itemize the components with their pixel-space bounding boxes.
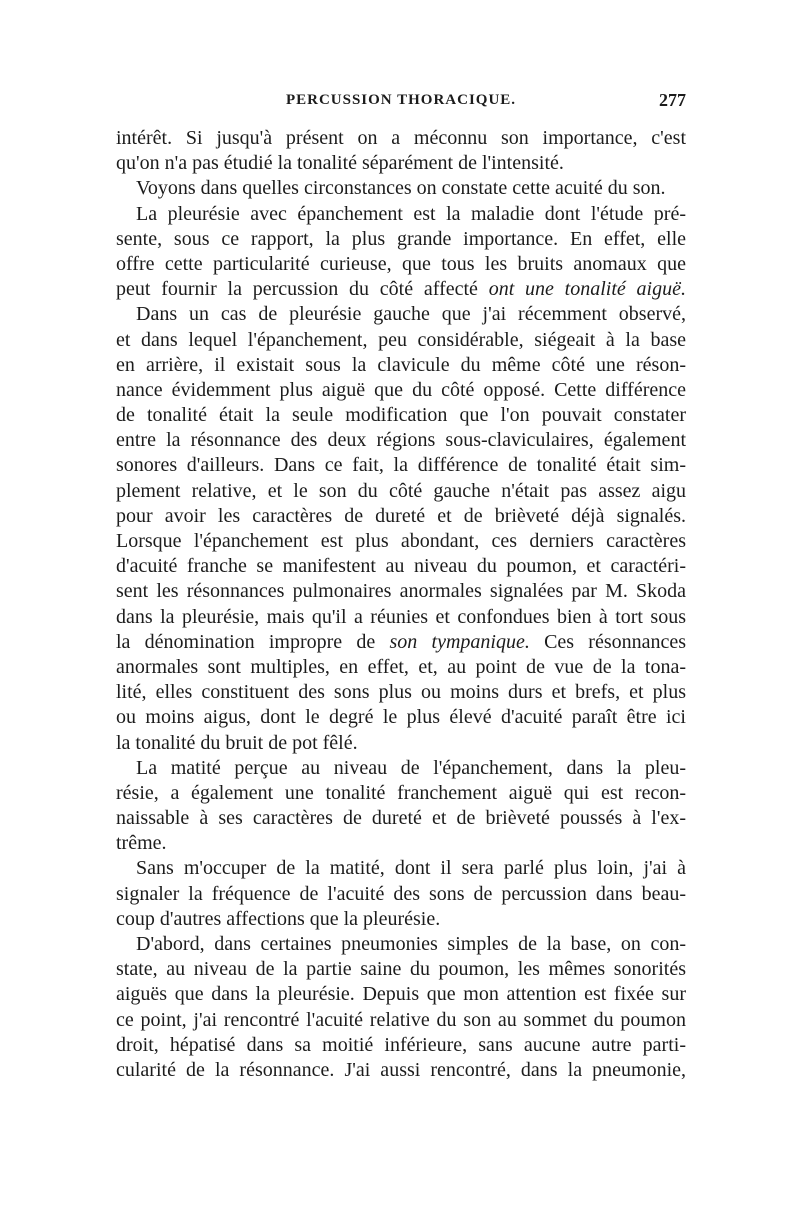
text-line: aiguës que dans la pleurésie. Depuis que mon attention est fixée sur	[116, 983, 686, 1006]
text-line: droit, hépatisé dans sa moitié inférieure, sans aucune autre parti-	[116, 1033, 686, 1056]
text-line: La pleurésie avec épanchement est la maladie dont l'étude pré-	[136, 202, 686, 225]
italic-phrase: son tympanique.	[389, 630, 530, 653]
text-line: offre cette particularité curieuse, que tous les bruits anomaux que	[116, 252, 686, 275]
text-line: D'abord, dans certaines pneumonies simples de la base, on con-	[136, 933, 686, 955]
italic-phrase: ont une tonalité aiguë.	[488, 278, 686, 301]
text-line: Voyons dans quelles circonstances on constate cette acuité du son.	[136, 177, 666, 200]
text-line: la tonalité du bruit de pot fêlé.	[116, 731, 358, 754]
text-line: cularité de la résonnance. J'ai aussi rencontré, dans la pneumonie,	[116, 1058, 686, 1081]
text-line: intérêt. Si jusqu'à présent on a méconnu son importance, c'est	[116, 127, 686, 149]
text-line: résie, a également une tonalité franchement aiguë qui est recon-	[116, 781, 686, 804]
text-line: naissable à ses caractères de dureté et de brièveté poussés à l'ex-	[116, 807, 686, 830]
text-line: nance évidemment plus aiguë que du côté opposé. Cette différence	[116, 378, 686, 401]
running-title: PERCUSSION THORACIQUE.	[285, 92, 517, 108]
text-line: lité, elles constituent des sons plus ou moins durs et brefs, et plus	[116, 681, 686, 704]
text-line: sente, sous ce rapport, la plus grande importance. En effet, elle	[116, 227, 686, 250]
text-line: ce point, j'ai rencontré l'acuité relative du son au sommet du poumon	[116, 1008, 686, 1031]
text-line: coup d'autres affections que la pleurésie.	[116, 907, 441, 930]
text-line: ou moins aigus, dont le degré le plus élevé d'acuité paraît être ici	[116, 706, 686, 729]
text-segment: peut fournir la percussion du côté affecté	[116, 278, 478, 301]
body-text	[116, 126, 686, 1083]
text-line: sonores d'ailleurs. Dans ce fait, la différence de tonalité était sim-	[116, 454, 686, 477]
text-line	[116, 277, 686, 302]
text-line: entre la résonnance des deux régions sous-claviculaires, également	[116, 429, 686, 452]
text-line: state, au niveau de la partie saine du poumon, les mêmes sonorités	[116, 958, 686, 981]
text-line: Dans un cas de pleurésie gauche que j'ai récemment observé,	[136, 303, 686, 326]
text-line: signaler la fréquence de l'acuité des sons de percussion dans beau-	[116, 882, 686, 905]
text-line: dans la pleurésie, mais qu'il a réunies et confondues bien à tort sous	[116, 605, 686, 628]
text-line: de tonalité était la seule modification que l'on pouvait constater	[116, 404, 686, 427]
text-line: d'acuité franche se manifestent au niveau du poumon, et caractéri-	[116, 555, 686, 578]
text-line: anormales sont multiples, en effet, et, au point de vue de la tona-	[116, 655, 686, 678]
text-segment: la dénomination impropre de	[116, 630, 376, 653]
text-line: en arrière, il existait sous la clavicule du même côté une réson-	[116, 353, 686, 376]
text-segment: Ces résonnances	[544, 630, 687, 653]
text-line: La matité perçue au niveau de l'épanchement, dans la pleu-	[136, 756, 686, 779]
running-head	[116, 92, 686, 118]
text-line	[116, 630, 686, 655]
text-line: pour avoir les caractères de dureté et de brièveté déjà signalés.	[116, 504, 686, 527]
text-line: trême.	[116, 832, 167, 855]
text-line: Lorsque l'épanchement est plus abondant, ces derniers caractères	[116, 530, 686, 552]
text-line: qu'on n'a pas étudié la tonalité séparément de l'intensité.	[116, 152, 564, 175]
text-line: sent les résonnances pulmonaires anormales signalées par M. Skoda	[116, 580, 686, 603]
page-number: 277	[659, 90, 686, 110]
text-line: plement relative, et le son du côté gauche n'était pas assez aigu	[116, 479, 686, 502]
text-line: Sans m'occuper de la matité, dont il sera parlé plus loin, j'ai à	[136, 857, 686, 880]
text-line: et dans lequel l'épanchement, peu considérable, siégeait à la base	[116, 328, 686, 351]
